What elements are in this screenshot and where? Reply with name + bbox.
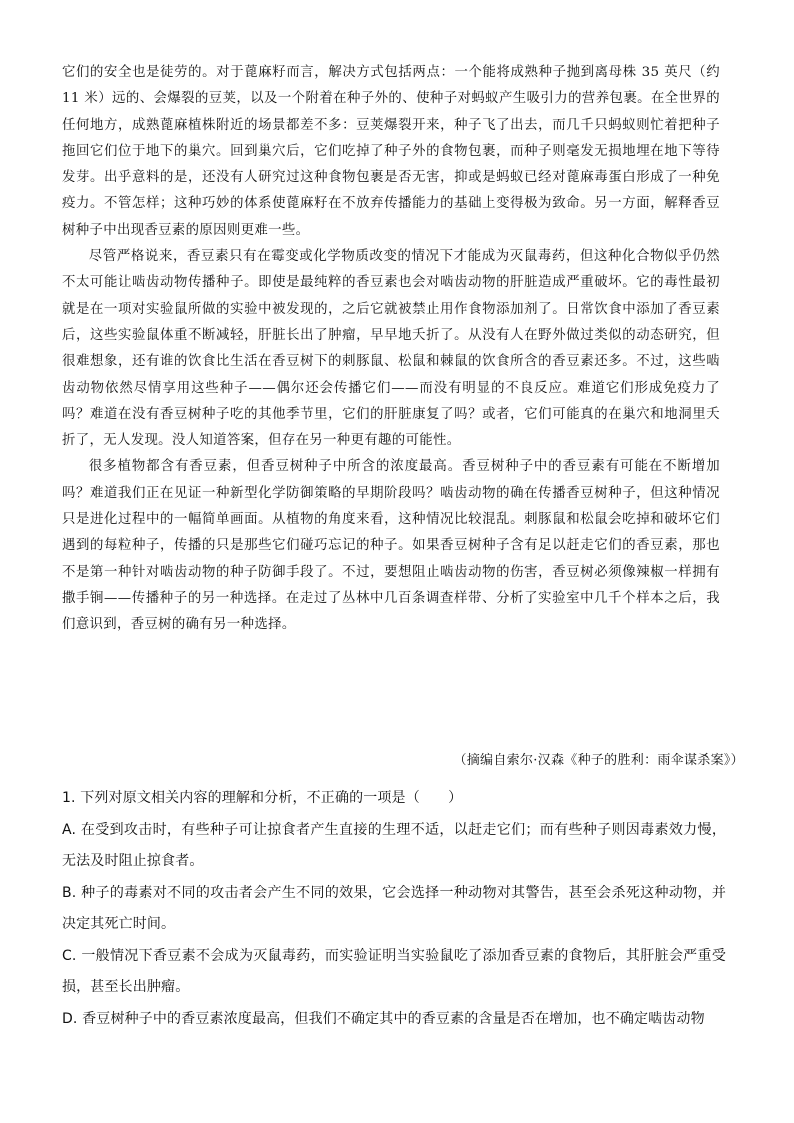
passage-source-citation: （摘编自索尔·汉森《种子的胜利：雨伞谋杀案》） <box>453 753 744 768</box>
passage-paragraph-1: 它们的安全也是徒劳的。对于蓖麻籽而言，解决方式包括两点：一个能将成熟种子抛到离母株 35 英尺（约 11 米）远的、会爆裂的豆荚，以及一个附着在种子外的、使种子对蚂蚁产生吸引力的营养包裹。在全世界的任何地方，成熟蓖麻植株附近的场景都差不多：豆荚爆裂开来，种子飞了出去，而几千只蚂蚁则忙着把种子拖回它们位于地下的巢穴。回到巢穴后，它们吃掉了种子外的食物包裹，而种子则毫发无损地埋在地下等待发芽。出乎意料的是，还没有人研究过这种食物包裹是否无害，抑或是蚂蚁已经对蓖麻毒蛋白形成了一种免疫力。不管怎样；这种巧妙的体系使蓖麻籽在不放弃传播能力的基础上变得极为致命。另一方面，解释香豆树种子中出现香豆素的原因则更难一些。 <box>62 65 720 238</box>
question-1 <box>62 783 726 1035</box>
option-d <box>62 1004 726 1036</box>
option-c-label: C. <box>62 947 77 964</box>
reading-passage <box>62 60 720 639</box>
option-b <box>62 878 726 941</box>
option-c <box>62 941 726 1004</box>
option-b-text: 种子的毒素对不同的攻击者会产生不同的效果，它会选择一种动物对其警告，甚至会杀死这种动物，并决定其死亡时间。 <box>62 884 727 932</box>
option-d-label: D. <box>62 1010 78 1027</box>
option-a-text: 在受到攻击时，有些种子可让掠食者产生直接的生理不适，以赶走它们；而有些种子则因毒素效力慢，无法及时阻止掠食者。 <box>62 821 726 869</box>
option-a-label: A. <box>62 821 77 838</box>
option-c-text: 一般情况下香豆素不会成为灭鼠毒药，而实验证明当实验鼠吃了添加香豆素的食物后，其肝脏会严重受损，甚至长出肿瘤。 <box>62 947 726 995</box>
passage-paragraph-2: 尽管严格说来，香豆素只有在霉变或化学物质改变的情况下才能成为灭鼠毒药，但这种化合物似乎仍然不太可能让啮齿动物传播种子。即使是最纯粹的香豆素也会对啮齿动物的肝脏造成严重破坏。它的毒性最初就是在一项对实验鼠所做的实验中被发现的，之后它就被禁止用作食物添加剂了。日常饮食中添加了香豆素后，这些实验鼠体重不断减轻，肝脏长出了肿瘤，早早地夭折了。从没有人在野外做过类似的动态研究，但很难想象，还有谁的饮食比生活在香豆树下的刺豚鼠、松鼠和棘鼠的饮食所含的香豆素还多。不过，这些啮齿动物依然尽情享用这些种子——偶尔还会传播它们——而没有明显的不良反应。难道它们形成免疫力了吗？难道在没有香豆树种子吃的其他季节里，它们的肝脏康复了吗？或者，它们可能真的在巢穴和地洞里夭折了，无人发现。没人知道答案，但存在另一种更有趣的可能性。 <box>62 249 720 449</box>
passage-paragraph-3: 很多植物都含有香豆素，但香豆树种子中所含的浓度最高。香豆树种子中的香豆素有可能在不断增加吗？难道我们正在见证一种新型化学防御策略的早期阶段吗？啮齿动物的确在传播香豆树种子，但这种情况只是进化过程中的一幅简单画面。从植物的角度来看，这种情况比较混乱。刺豚鼠和松鼠会吃掉和破坏它们遇到的每粒种子，传播的只是那些它们碰巧忘记的种子。如果香豆树种子含有足以赶走它们的香豆素，那也不是第一种针对啮齿动物的种子防御手段了。不过，要想阻止啮齿动物的伤害，香豆树必须像辣椒一样拥有撒手锏——传播种子的另一种选择。在走过了丛林中几百条调查样带、分析了实验室中几千个样本之后，我们意识到，香豆树的确有另一种选择。 <box>62 459 720 633</box>
option-b-label: B. <box>62 884 77 901</box>
option-d-text: 香豆树种子中的香豆素浓度最高，但我们不确定其中的香豆素的含量是否在增加，也不确定啮齿动物 <box>82 1010 705 1027</box>
option-a <box>62 815 726 878</box>
question-stem: 1. 下列对原文相关内容的理解和分析，不正确的一项是（ ） <box>62 790 463 806</box>
